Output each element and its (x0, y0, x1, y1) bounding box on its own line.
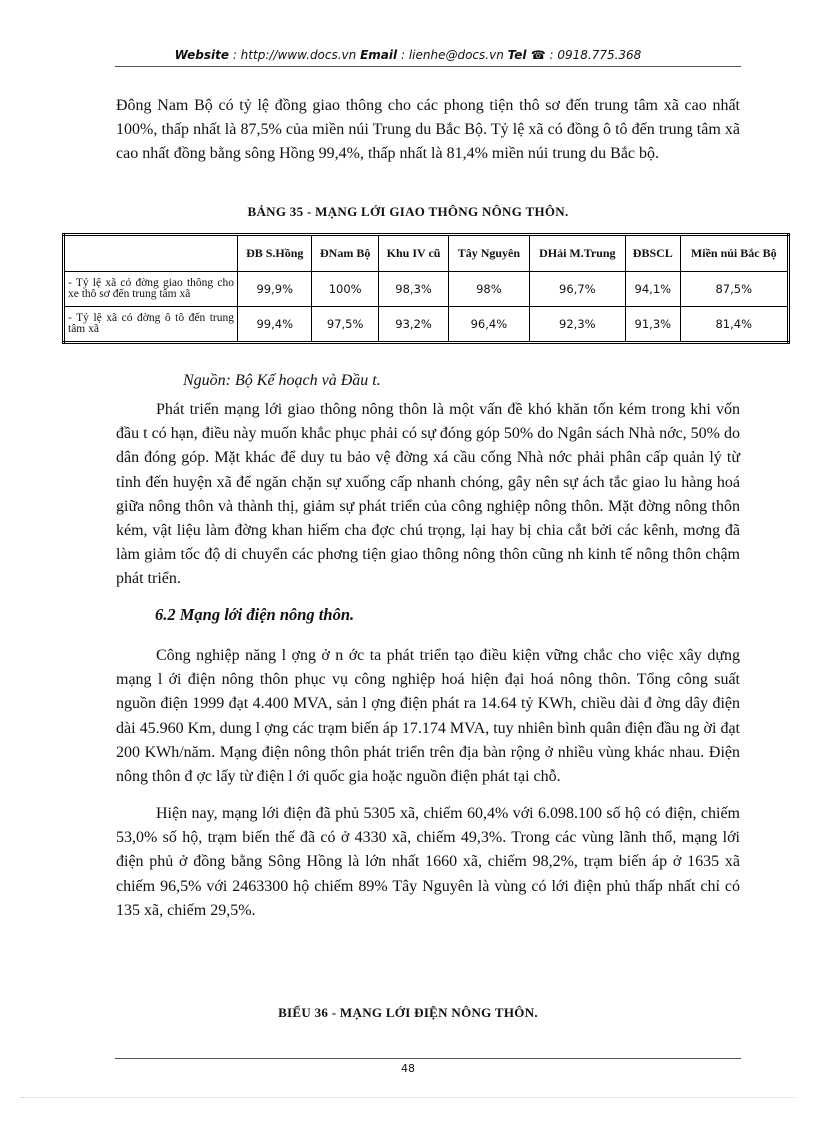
tel-label: Tel ☎ (507, 48, 546, 62)
paragraph-2: Phát triển mạng lới giao thông nông thôn là một vấn đề khó khăn tốn kém trong khi vốn đầu t có hạn, điều này muốn khắc phục phải có sự đóng góp 50% do Ngân sách Nhà nớc, 50% do dân đóng góp. Mặt khác để duy tu bảo vệ đờng xá cầu cống Nhà nớc phải phân cấp quản lý từ tỉnh đến huyện xã để ngăn chặn sự xuống cấp nhanh chóng, gây nên sự ách tắc giao lu hàng hoá giữa nông thôn và thành thị, giảm sự phát triển của công nghiệp nông thôn. Mặt đờng nông thôn kém, vật liệu làm đờng khan hiếm cha đợc chú trọng, lại hay bị chia cắt bởi các kênh, mơng đã làm giảm tốc độ di chuyển các phơng tiện giao thông nông thôn cũng nh kinh tế nông thôn chậm phát triển. (116, 401, 740, 588)
table-row (64, 307, 789, 343)
tel-value: : 0918.775.368 (549, 48, 642, 62)
footer-rule (115, 1058, 741, 1059)
table-caption: BẢNG 35 - MẠNG LỚI GIAO THÔNG NÔNG THÔN. (247, 204, 569, 219)
table-header-cell: Khu IV cũ (378, 235, 448, 272)
table-cell: 93,2% (378, 307, 448, 343)
table-header-row (64, 235, 789, 272)
table-cell: 92,3% (529, 307, 626, 343)
chart-caption: BIỂU 36 - MẠNG LỚI ĐIỆN NÔNG THÔN. (278, 1005, 538, 1020)
row-label: - Tỷ lệ xã có đờng giao thông cho xe thô sơ đến trung tâm xã (64, 272, 238, 307)
website-label: Website (174, 48, 229, 62)
table-cell: 97,5% (312, 307, 378, 343)
page-number: 48 (401, 1062, 415, 1075)
table-header-cell: DHải M.Trung (529, 235, 626, 272)
table-header-cell: Miền núi Bắc Bộ (680, 235, 788, 272)
table-header-cell (64, 235, 238, 272)
table-cell: 98% (449, 272, 529, 307)
table-cell: 99,9% (238, 272, 312, 307)
table-cell: 99,4% (238, 307, 312, 343)
table-cell: 81,4% (680, 307, 788, 343)
table-header-cell: ĐBSCL (626, 235, 680, 272)
table-cell: 96,4% (449, 307, 529, 343)
section-heading: 6.2 Mạng lới điện nông thôn. (155, 605, 355, 624)
table-cell: 87,5% (680, 272, 788, 307)
table-cell: 94,1% (626, 272, 680, 307)
table-cell: 96,7% (529, 272, 626, 307)
table-header-cell: ĐB S.Hồng (238, 235, 312, 272)
page-header (0, 48, 816, 62)
table-source: Nguồn: Bộ Kế hoạch và Đầu t. (183, 372, 381, 389)
row-label: - Tỷ lệ xã có đờng ô tô đến trung tâm xã (64, 307, 238, 343)
table-header-cell: Tây Nguyên (449, 235, 529, 272)
table-cell: 91,3% (626, 307, 680, 343)
transport-table (62, 233, 790, 344)
email-label: Email (360, 48, 398, 62)
table-cell: 100% (312, 272, 378, 307)
email-value: : lienhe@docs.vn (400, 48, 504, 62)
paragraph-3: Công nghiệp năng l ợng ở n ớc ta phát triển tạo điều kiện vững chắc cho việc xây dựng mạng l ới điện nông thôn phục vụ công nghiệp hoá hiện đại hoá nông thôn. Tổng công suất nguồn điện 1999 đạt 4.400 MVA, sản l ợng điện phát ra 14.64 tỷ KWh, chiều dài đ ờng dây điện dài 45.960 Km, dung l ợng các trạm biến áp 17.174 MVA, tuy nhiên bình quân điện đầu ng ời đạt 200 KWh/năm. Mạng điện nông thôn phát triển trên địa bàn rộng ở nhiều vùng khác nhau. Điện nông thôn đ ợc lấy từ điện l ới quốc gia hoặc nguồn điện phát tại chỗ. (116, 647, 740, 786)
page-bottom-border (20, 1097, 796, 1098)
paragraph-1: Đông Nam Bộ có tỷ lệ đồng giao thông cho các phong tiện thô sơ đến trung tâm xã cao nhất 100%, thấp nhất là 87,5% của miền núi Trung du Bắc Bộ. Tỷ lệ xã có đồng ô tô đến trung tâm xã cao nhất đồng bằng sông Hồng 99,4%, thấp nhất là 81,4% miền núi trung du Bắc bộ. (116, 97, 740, 163)
table-cell: 98,3% (378, 272, 448, 307)
table-row (64, 272, 789, 307)
table-header-cell: ĐNam Bộ (312, 235, 378, 272)
paragraph-4: Hiện nay, mạng lới điện đã phủ 5305 xã, chiếm 60,4% với 6.098.100 số hộ có điện, chiếm 53,0% số hộ, trạm biến thế đã có ở 4330 xã, chiếm 49,3%. Trong các vùng lãnh thổ, mạng lới điện phủ ở đồng bằng Sông Hồng là lớn nhất 1660 xã, chiếm 98,2%, trạm biến áp ở 1635 xã chiếm 96,5% với 2463300 hộ chiếm 89% Tây Nguyên là vùng có lới điện phủ thấp nhất chỉ có 135 xã, chiếm 29,5%. (116, 805, 740, 919)
header-rule (115, 66, 741, 67)
website-value: : http://www.docs.vn (232, 48, 357, 62)
